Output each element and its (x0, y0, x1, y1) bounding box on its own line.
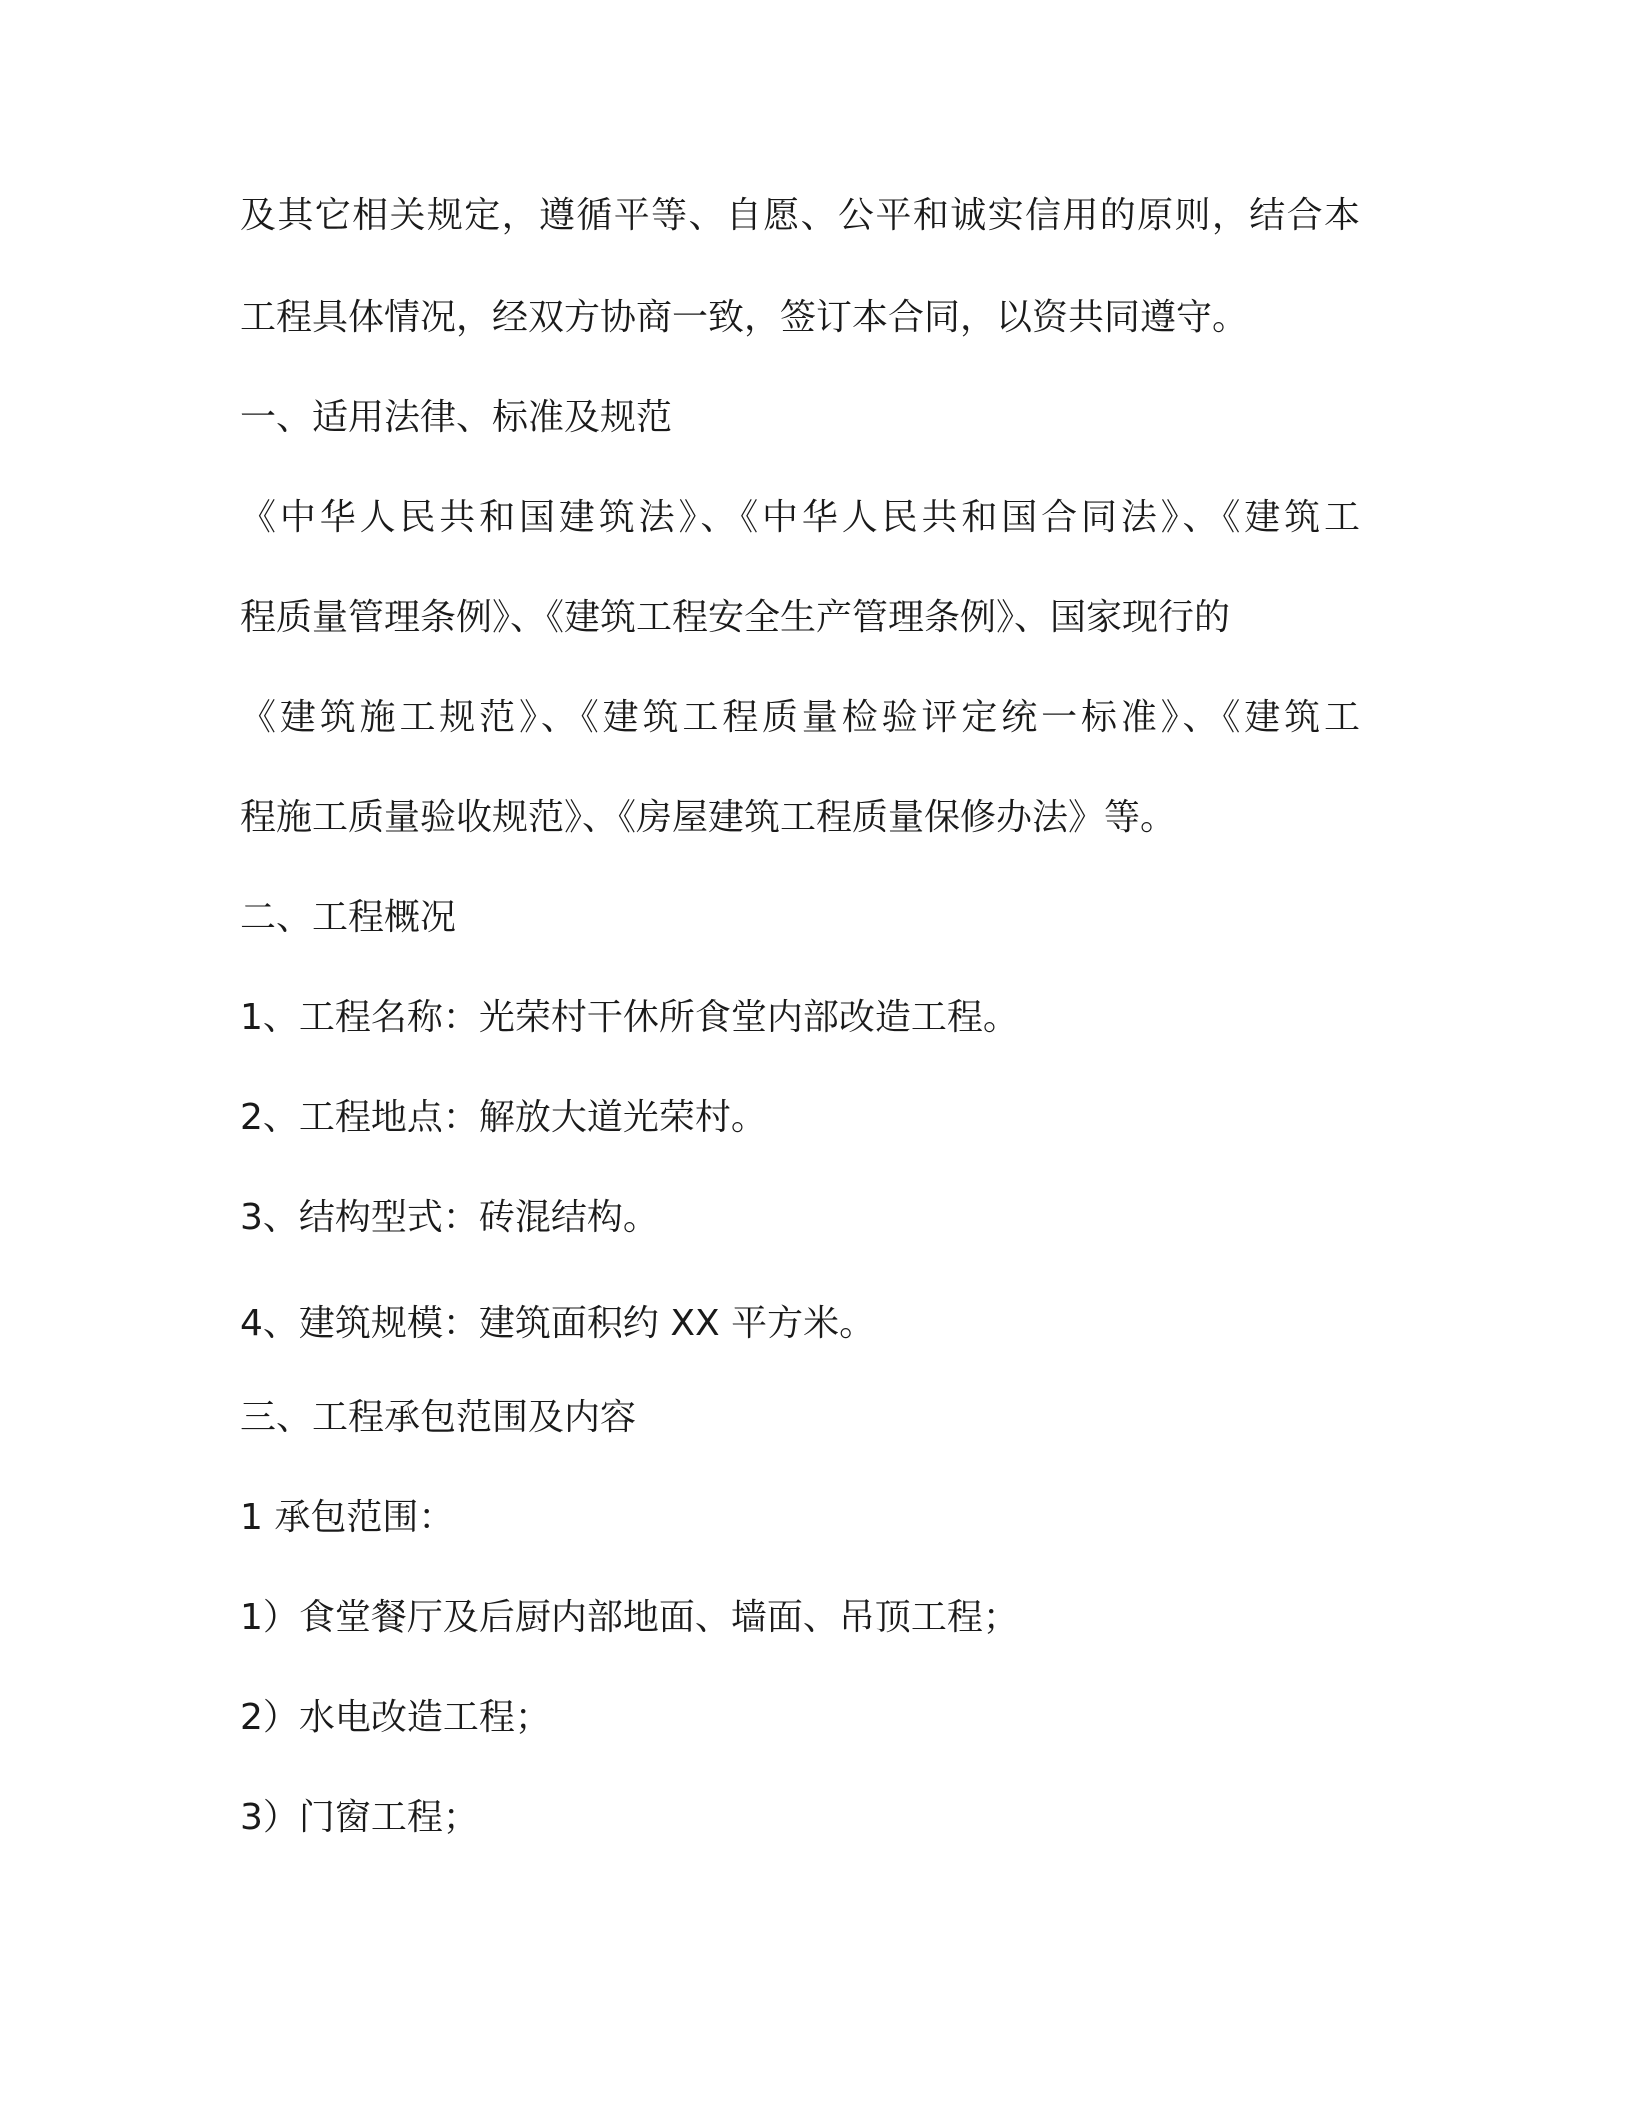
list-item-project-name: 1、工程名称：光荣村干休所食堂内部改造工程。 (240, 997, 1019, 1038)
list-item-project-location: 2、工程地点：解放大道光荣村。 (240, 1097, 767, 1138)
paragraph-line-3: 《中华人民共和国建筑法》、《中华人民共和国合同法》、《建筑工 (240, 497, 1360, 538)
section-heading-3: 三、工程承包范围及内容 (240, 1397, 637, 1438)
paragraph-line-1: 及其它相关规定，遵循平等、自愿、公平和诚实信用的原则，结合本 (240, 195, 1360, 236)
paragraph-line-5: 《建筑施工规范》、《建筑工程质量检验评定统一标准》、《建筑工 (240, 697, 1360, 738)
paragraph-line-4: 程质量管理条例》、《建筑工程安全生产管理条例》、国家现行的 (240, 597, 1231, 638)
paragraph-line-2: 工程具体情况，经双方协商一致，签订本合同，以资共同遵守。 (240, 297, 1249, 338)
list-item-building-scale: 4、建筑规模：建筑面积约 XX 平方米。 (240, 1303, 876, 1344)
paragraph-line-6: 程施工质量验收规范》、《房屋建筑工程质量保修办法》等。 (240, 797, 1177, 838)
list-item-scope-1: 1）食堂餐厅及后厨内部地面、墙面、吊顶工程； (240, 1597, 1019, 1638)
list-item-scope-3: 3）门窗工程； (240, 1797, 479, 1838)
list-item-structure-type: 3、结构型式：砖混结构。 (240, 1197, 659, 1238)
list-item-scope-2: 2）水电改造工程； (240, 1697, 551, 1738)
section-heading-2: 二、工程概况 (240, 897, 457, 938)
section-heading-1: 一、适用法律、标准及规范 (240, 397, 673, 438)
subheading-scope: 1 承包范围： (240, 1497, 455, 1538)
